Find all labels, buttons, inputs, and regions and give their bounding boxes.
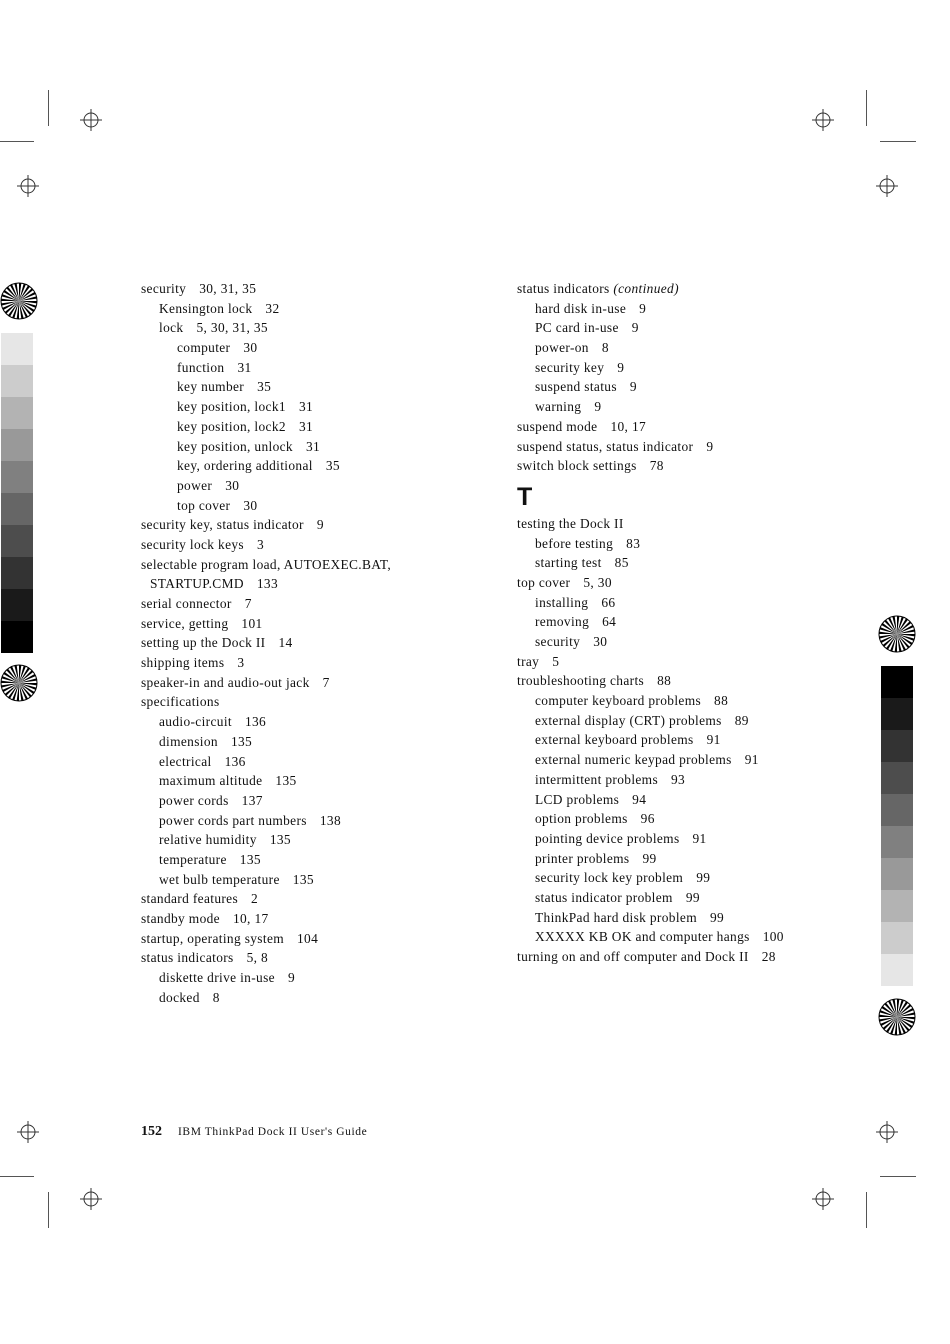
gray-swatch [1,557,33,589]
index-term: speaker-in and audio-out jack [141,674,310,690]
index-entry [517,358,897,378]
index-page-refs: 7 [322,674,330,690]
registration-crosshair-icon [80,109,102,131]
index-term: security lock key problem [535,870,684,886]
index-entry [517,612,897,632]
index-entry [141,968,501,988]
index-entry [141,397,501,417]
gray-swatch [1,493,33,525]
index-term: testing the Dock II [517,515,624,531]
index-term: service, getting [141,615,229,631]
index-page-refs: 3 [256,536,265,552]
index-term: security [535,634,581,649]
index-entry [517,456,897,476]
index-term: relative humidity [159,832,257,848]
book-title: IBM ThinkPad Dock II User's Guide [178,1126,368,1138]
index-entry [517,514,897,534]
registration-crosshair-icon [812,109,834,131]
index-page-refs: 28 [761,949,776,964]
index-page-refs: 5, 30, 31, 35 [196,320,268,336]
index-term: setting up the Dock II [141,635,266,651]
index-term: removing [535,614,590,630]
index-page-refs: 137 [241,792,263,808]
index-term: XXXXX KB OK and computer hangs [535,929,750,945]
index-page-refs: 9 [316,517,324,533]
index-term: serial connector [141,596,232,611]
trim-mark [0,1176,34,1177]
index-entry [141,377,501,397]
index-entry [141,633,501,653]
index-entry [141,535,501,555]
index-page-refs: 30 [243,340,258,356]
index-term: top cover [177,497,231,513]
index-entry [517,279,897,299]
index-page-refs: 8 [212,989,220,1005]
index-page-refs: 9 [706,438,714,454]
index-entry [141,358,501,378]
gray-swatch [1,621,33,653]
index-page-refs: 2 [251,891,259,907]
index-term: standby mode [141,911,220,926]
index-term: before testing [535,535,614,551]
index-term: power cords [159,792,229,808]
index-page-refs: 135 [269,832,291,848]
index-term: computer [177,340,231,356]
index-entry [141,988,501,1008]
index-term: intermittent problems [535,771,659,787]
index-term: pointing device problems [535,830,680,846]
index-entry [141,417,501,437]
index-entry [517,377,897,397]
index-page-refs: 7 [244,596,252,611]
index-term: specifications [141,694,220,710]
index-group-t [517,514,897,967]
index-term: power [177,477,213,493]
index-entry [517,652,897,672]
index-entry [517,338,897,358]
index-entry [141,752,501,772]
index-term: hard disk in-use [535,300,627,316]
index-term: security key, status indicator [141,517,304,533]
index-entry [141,692,501,712]
index-entry [141,673,501,693]
index-term: power-on [535,340,589,356]
index-term: suspend status [535,379,617,395]
index-page-refs: 135 [230,733,253,749]
index-entry [517,573,897,593]
index-term: troubleshooting charts [517,673,645,689]
index-term: starting test [535,555,602,571]
gray-swatch [1,397,33,429]
index-entry [141,653,501,673]
index-entry [141,850,501,870]
index-page-refs: 91 [692,830,707,846]
index-entry [517,318,897,338]
index-page-refs: 133 [256,576,279,592]
index-entry [141,732,501,752]
registration-wheel-icon [878,998,916,1036]
index-entry [517,849,897,869]
index-page-refs: 91 [744,752,759,768]
registration-crosshair-icon [80,1188,102,1210]
gray-swatch [1,525,33,557]
index-entry [141,870,501,890]
index-page-refs: 66 [601,594,616,610]
index-term: wet bulb temperature [159,871,280,887]
index-page-refs: 14 [278,635,293,651]
index-entry [517,417,897,437]
index-page-refs: 10, 17 [232,911,269,926]
index-term: lock [159,320,184,336]
index-page-refs: 138 [319,812,341,828]
index-page-refs: 96 [640,811,655,827]
index-page-refs: 88 [714,693,729,709]
index-page-refs: 99 [696,870,711,886]
index-page-refs: 35 [325,458,340,474]
index-page-refs: 100 [762,929,784,945]
registration-crosshair-icon [876,175,898,197]
index-term: standard features [141,891,239,907]
continued-note: (continued) [613,281,679,296]
index-entry [517,829,897,849]
index-entry [141,614,501,634]
index-entry [517,809,897,829]
index-page-refs: 31 [298,399,314,415]
index-page-refs: 9 [639,300,647,316]
trim-mark [48,90,49,126]
trim-mark [48,1192,49,1228]
index-entry [517,299,897,319]
gray-scale-bar [1,333,33,653]
index-entry [141,338,501,358]
index-term: function [177,359,225,375]
index-entry [517,437,897,457]
index-page-refs: 9 [594,399,602,415]
index-term: top cover [517,574,571,590]
index-entry [141,889,501,909]
index-term: computer keyboard problems [535,693,702,709]
index-term: electrical [159,753,212,769]
index-page-refs: 89 [734,712,749,728]
index-term: warning [535,399,582,415]
index-term: startup, operating system [141,930,285,946]
page-number: 152 [141,1124,162,1139]
index-term: Kensington lock [159,300,253,316]
index-page-refs: 136 [244,714,267,730]
trim-mark [880,141,916,142]
index-page-refs: 85 [614,555,629,571]
index-term: status indicators [141,950,234,966]
gray-swatch [1,365,33,397]
index-entry [517,790,897,810]
index-term: external keyboard problems [535,732,694,748]
gray-swatch [1,461,33,493]
index-term: external display (CRT) problems [535,712,722,728]
index-page-refs: 30 [225,477,240,493]
index-entry [141,437,501,457]
index-entry [141,476,501,496]
index-page-refs: 64 [602,614,617,630]
index-page-refs: 10, 17 [610,418,647,434]
index-term: printer problems [535,850,630,866]
index-page-refs: 104 [297,930,319,946]
index-term: tray [517,653,540,669]
index-term: suspend mode [517,418,598,434]
index-page-refs: 135 [292,871,314,887]
index-page-refs: 88 [657,673,672,689]
index-term: LCD problems [535,791,620,807]
index-page-refs: 3 [237,655,245,671]
index-page-refs: 9 [629,379,637,395]
index-entry [517,947,897,967]
index-page-refs: 83 [626,535,641,551]
page-footer [141,1124,367,1140]
registration-wheel-icon [0,664,38,702]
index-right-column [517,279,897,967]
index-term: status indicators [517,281,610,296]
index-entry [141,555,501,575]
index-term: diskette drive in-use [159,970,275,986]
index-left-column [141,279,501,1007]
index-entry [141,299,501,319]
index-term: key position, lock1 [177,399,286,415]
index-page-refs: 31 [237,359,252,375]
trim-mark [0,141,34,142]
index-entry [141,456,501,476]
index-page-refs: 30 [593,634,608,649]
index-page-refs: 30 [243,497,258,513]
index-page-refs: 32 [265,300,280,316]
index-entry [517,553,897,573]
index-term: maximum altitude [159,773,263,789]
index-entry [517,750,897,770]
index-page-refs: 99 [709,909,725,925]
index-term: external numeric keypad problems [535,752,732,768]
index-entry [141,279,501,299]
index-page-refs: 136 [224,753,246,769]
index-entry [517,711,897,731]
index-term: power cords part numbers [159,812,307,828]
index-page-refs: 5, 30 [583,574,612,590]
gray-swatch [1,429,33,461]
index-term: installing [535,594,589,610]
index-page-refs: 35 [257,379,272,395]
index-page-refs: 5, 8 [246,950,269,966]
index-term: key, ordering additional [177,458,313,474]
index-entry [517,534,897,554]
index-term: key position, unlock [177,438,293,454]
index-page-refs: 78 [649,458,664,474]
index-entry [141,594,501,614]
index-entry [517,927,897,947]
index-entry [517,908,897,928]
index-page-refs: 31 [305,438,321,454]
index-page-refs: 9 [287,970,295,986]
trim-mark [866,90,867,126]
index-entry [141,830,501,850]
index-page-refs: 31 [298,418,314,434]
index-entry [517,671,897,691]
index-term: switch block settings [517,458,637,474]
index-term: docked [159,989,200,1005]
index-term: temperature [159,851,227,867]
index-entry [141,771,501,791]
index-term: audio-circuit [159,714,232,730]
registration-crosshair-icon [876,1121,898,1143]
index-term: suspend status, status indicator [517,438,694,454]
registration-crosshair-icon [17,1121,39,1143]
index-entry [517,593,897,613]
index-entry [141,496,501,516]
index-entry [141,811,501,831]
index-term: selectable program load, AUTOEXEC.BAT, [141,556,392,572]
index-entry [517,691,897,711]
index-term: STARTUP.CMD [150,576,244,592]
index-term: security key [535,359,605,375]
trim-mark [880,1176,916,1177]
index-term: key position, lock2 [177,418,286,434]
index-term: ThinkPad hard disk problem [535,909,697,925]
index-entry [141,948,501,968]
index-entry [141,791,501,811]
index-page-refs: 30, 31, 35 [199,281,257,296]
index-entry [141,318,501,338]
registration-wheel-icon [0,282,38,320]
index-page-refs: 5 [552,653,560,669]
registration-crosshair-icon [812,1188,834,1210]
trim-mark [866,1192,867,1228]
index-page-refs: 93 [671,771,686,787]
gray-swatch [1,333,33,365]
index-entry [141,574,501,594]
index-term: turning on and off computer and Dock II [517,949,749,964]
index-term: key number [177,379,245,395]
index-term: PC card in-use [535,320,619,336]
index-page-refs: 91 [706,732,721,748]
index-page-refs: 99 [685,889,700,905]
index-entry [141,929,501,949]
index-term: security lock keys [141,536,244,552]
index-entry [517,868,897,888]
index-page-refs: 94 [632,791,647,807]
gray-swatch [1,589,33,621]
index-entry [517,632,897,652]
index-entry [141,909,501,929]
index-entry [141,515,501,535]
index-page-refs: 101 [241,615,263,631]
index-entry [517,888,897,908]
index-group-s-continued [517,279,897,476]
index-entry [141,712,501,732]
index-page-refs: 99 [642,850,657,866]
registration-crosshair-icon [17,175,39,197]
index-page-refs: 9 [617,359,625,375]
index-page-refs: 135 [275,773,297,789]
index-term: security [141,281,187,296]
section-letter-heading: T [517,482,533,511]
index-term: option problems [535,811,628,827]
index-term: dimension [159,733,218,749]
index-page-refs: 135 [239,851,261,867]
index-term: shipping items [141,655,225,671]
index-entry [517,397,897,417]
index-page-refs: 8 [601,340,609,356]
index-entry [517,730,897,750]
index-term: status indicator problem [535,889,673,905]
index-entry [517,770,897,790]
index-page-refs: 9 [631,320,639,336]
